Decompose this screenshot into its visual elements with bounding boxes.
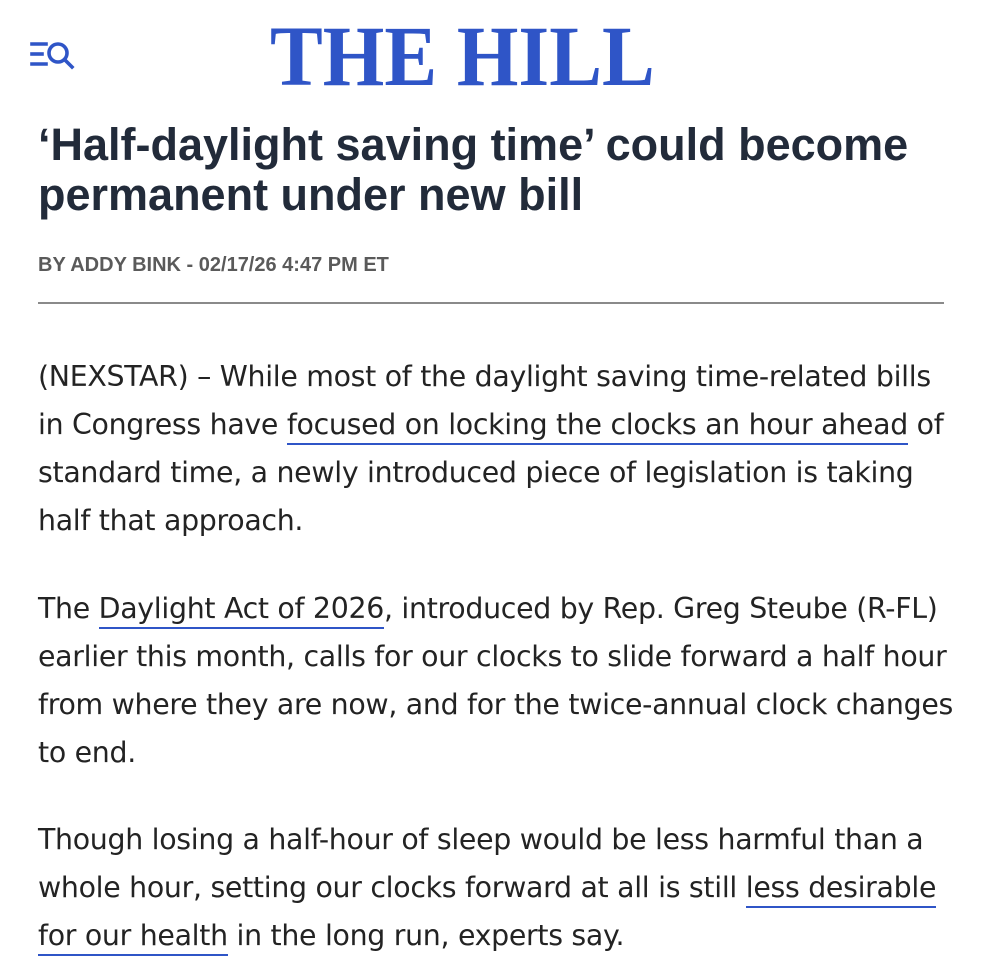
article-paragraph-3 — [38, 816, 958, 960]
site-header — [0, 0, 982, 110]
article-paragraph-2 — [38, 585, 958, 777]
paragraph-text: The — [38, 592, 99, 625]
article-paragraph-1 — [38, 353, 958, 545]
link-daylight-act[interactable]: Daylight Act of 2026 — [99, 592, 384, 629]
paragraph-text: (NEXSTAR) – While most of the daylight saving time-related bills in Congress have — [38, 360, 931, 441]
byline-divider — [38, 302, 944, 304]
link-locking-clocks[interactable]: focused on locking the clocks an hour ahead — [287, 408, 908, 445]
article-byline: BY ADDY BINK - 02/17/26 4:47 PM ET — [38, 254, 389, 276]
paragraph-text: , introduced by Rep. Greg Steube (R-FL) earlier this month, calls for our clocks to slide forward a half hour from where they are now, and for the twice-annual clock changes to end. — [38, 592, 953, 769]
paragraph-text: in the long run, experts say. — [227, 919, 625, 952]
link-health[interactable]: less desirable for our health — [38, 871, 936, 956]
paragraph-text: Though losing a half-hour of sleep would be less harmful than a whole hour, setting our clocks forward at all is still — [38, 823, 924, 904]
paragraph-text: of standard time, a newly introduced piece of legislation is taking half that approach. — [38, 408, 944, 537]
site-logo[interactable]: THE HILL — [270, 8, 655, 104]
menu-search-icon[interactable] — [28, 38, 78, 74]
article-headline: ‘Half-daylight saving time’ could become permanent under new bill — [38, 119, 909, 220]
